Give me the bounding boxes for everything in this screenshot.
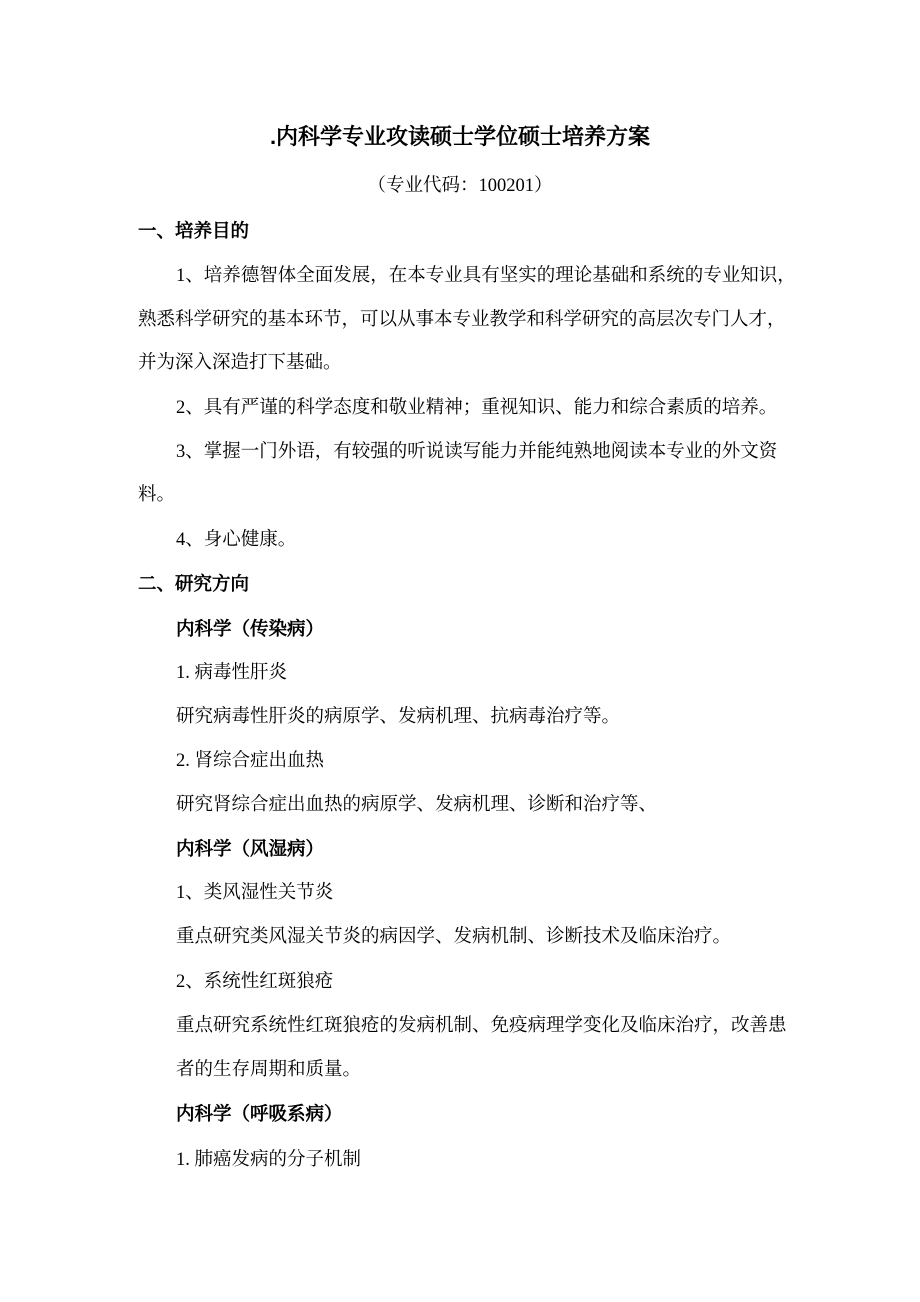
paragraph-line: 料。 — [138, 485, 176, 505]
direction-description: 者的生存周期和质量。 — [176, 1060, 362, 1080]
direction-title: 2. 肾综合症出血热 — [176, 751, 325, 771]
section-heading-objectives: 一、培养目的 — [138, 220, 250, 241]
direction-title: 1. 病毒性肝炎 — [176, 663, 288, 683]
direction-title: 1. 肺癌发病的分子机制 — [176, 1150, 362, 1170]
subsection-heading: 内科学（呼吸系病） — [176, 1103, 343, 1124]
direction-title: 1、类风湿性关节炎 — [176, 883, 334, 903]
direction-title: 2、系统性红斑狼疮 — [176, 972, 334, 992]
subsection-heading: 内科学（传染病） — [176, 618, 325, 639]
paragraph-line: 3、掌握一门外语，有较强的听说读写能力并能纯熟地阅读本专业的外文资 — [176, 442, 778, 462]
direction-description: 研究病毒性肝炎的病原学、发病机理、抗病毒治疗等。 — [176, 707, 621, 727]
major-code: （专业代码：100201） — [367, 176, 553, 196]
direction-description: 重点研究类风湿关节炎的病因学、发病机制、诊断技术及临床治疗。 — [176, 927, 732, 947]
direction-description: 重点研究系统性红斑狼疮的发病机制、免疫病理学变化及临床治疗，改善患 — [176, 1016, 787, 1036]
paragraph-line: 并为深入深造打下基础。 — [138, 353, 342, 373]
page-title: .内科学专业攻读硕士学位硕士培养方案 — [269, 124, 651, 149]
subsection-heading: 内科学（风湿病） — [176, 838, 325, 859]
section-heading-research: 二、研究方向 — [138, 573, 250, 594]
direction-description: 研究肾综合症出血热的病原学、发病机理、诊断和治疗等、 — [176, 795, 658, 815]
paragraph-line: 熟悉科学研究的基本环节，可以从事本专业教学和科学研究的高层次专门人才， — [138, 310, 786, 330]
paragraph-line: 4、身心健康。 — [176, 530, 297, 550]
paragraph-line: 1、培养德智体全面发展，在本专业具有坚实的理论基础和系统的专业知识， — [176, 266, 796, 286]
paragraph-line: 2、具有严谨的科学态度和敬业精神；重视知识、能力和综合素质的培养。 — [176, 398, 778, 418]
